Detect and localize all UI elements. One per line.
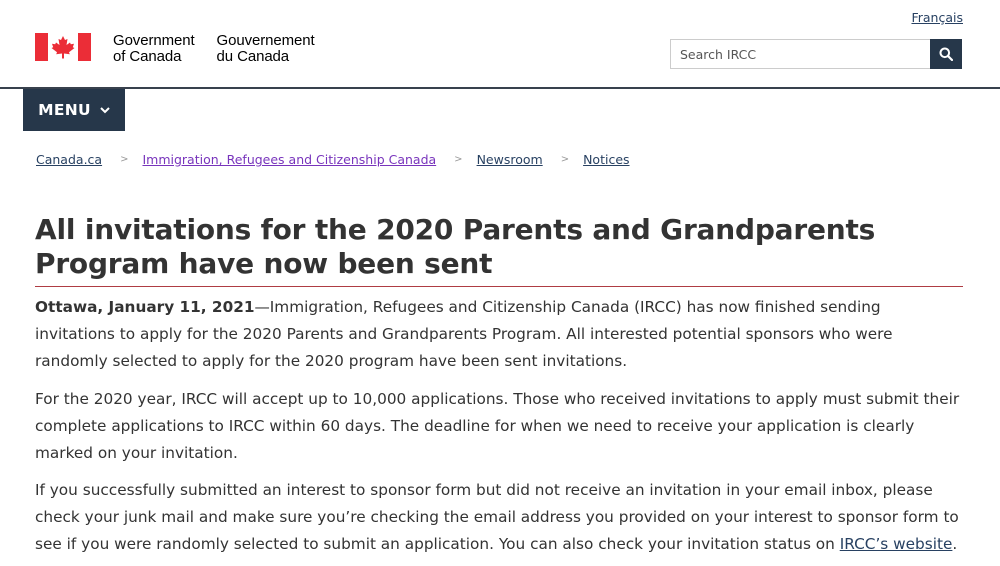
- signature-en-line1: Government: [113, 32, 195, 49]
- search-input[interactable]: [670, 39, 930, 69]
- breadcrumb-separator-icon: >: [560, 154, 570, 165]
- title-underline: [35, 286, 963, 287]
- menu-button[interactable]: [23, 89, 125, 131]
- breadcrumb-canada-ca[interactable]: Canada.ca: [36, 152, 103, 167]
- article-paragraph-1: [35, 294, 965, 375]
- search-icon: [939, 47, 953, 61]
- breadcrumb-newsroom[interactable]: Newsroom: [476, 152, 543, 167]
- ircc-website-link[interactable]: IRCC’s website: [839, 535, 953, 553]
- dateline: Ottawa, January 11, 2021: [35, 298, 255, 316]
- menu-label: MENU: [38, 101, 91, 119]
- signature-english: [113, 33, 195, 65]
- breadcrumb-ircc[interactable]: Immigration, Refugees and Citizenship Canada: [142, 152, 437, 167]
- article-paragraph-2: For the 2020 year, IRCC will accept up to 10,000 applications. Those who received invitations to apply must submit their complete applications to IRCC within 60 days. The deadline for when we need to receive your application is clearly marked on your invitation.: [35, 390, 960, 462]
- breadcrumb: [36, 152, 630, 167]
- language-toggle-link[interactable]: Français: [911, 10, 963, 25]
- search-bar: [670, 39, 962, 69]
- header-divider: [0, 87, 1000, 89]
- paragraph-3-text: If you successfully submitted an interest to sponsor form but did not receive an invitation in your email inbox, please check your junk mail and make sure you’re checking the email address you provided on your interest to sponsor form to see if you were randomly selected to submit an application. You can also check your invitation status on: [35, 481, 959, 553]
- signature-fr-line1: Gouvernement: [216, 32, 315, 49]
- signature-en-line2: of Canada: [113, 48, 182, 65]
- breadcrumb-separator-icon: >: [454, 154, 463, 165]
- government-of-canada-logo[interactable]: [35, 33, 315, 65]
- canada-flag-icon: [35, 33, 91, 61]
- paragraph-3-end: .: [952, 535, 958, 553]
- signature-fr-line2: du Canada: [216, 48, 290, 65]
- breadcrumb-separator-icon: >: [120, 154, 129, 165]
- page-title: All invitations for the 2020 Parents and Grandparents Program have now been sent: [35, 213, 876, 280]
- signature-french: [217, 33, 315, 65]
- breadcrumb-notices[interactable]: Notices: [583, 152, 630, 167]
- paragraph-1-text: —Immigration, Refugees and Citizenship Canada (IRCC) has now finished sending invitations to apply for the 2020 Parents and Grandparents Program. All interested potential sponsors who were randomly selected to apply for the 2020 program have been sent invitations.: [35, 298, 893, 370]
- chevron-down-icon: [100, 107, 110, 114]
- article-paragraph-3: [35, 477, 965, 558]
- search-button[interactable]: [930, 39, 962, 69]
